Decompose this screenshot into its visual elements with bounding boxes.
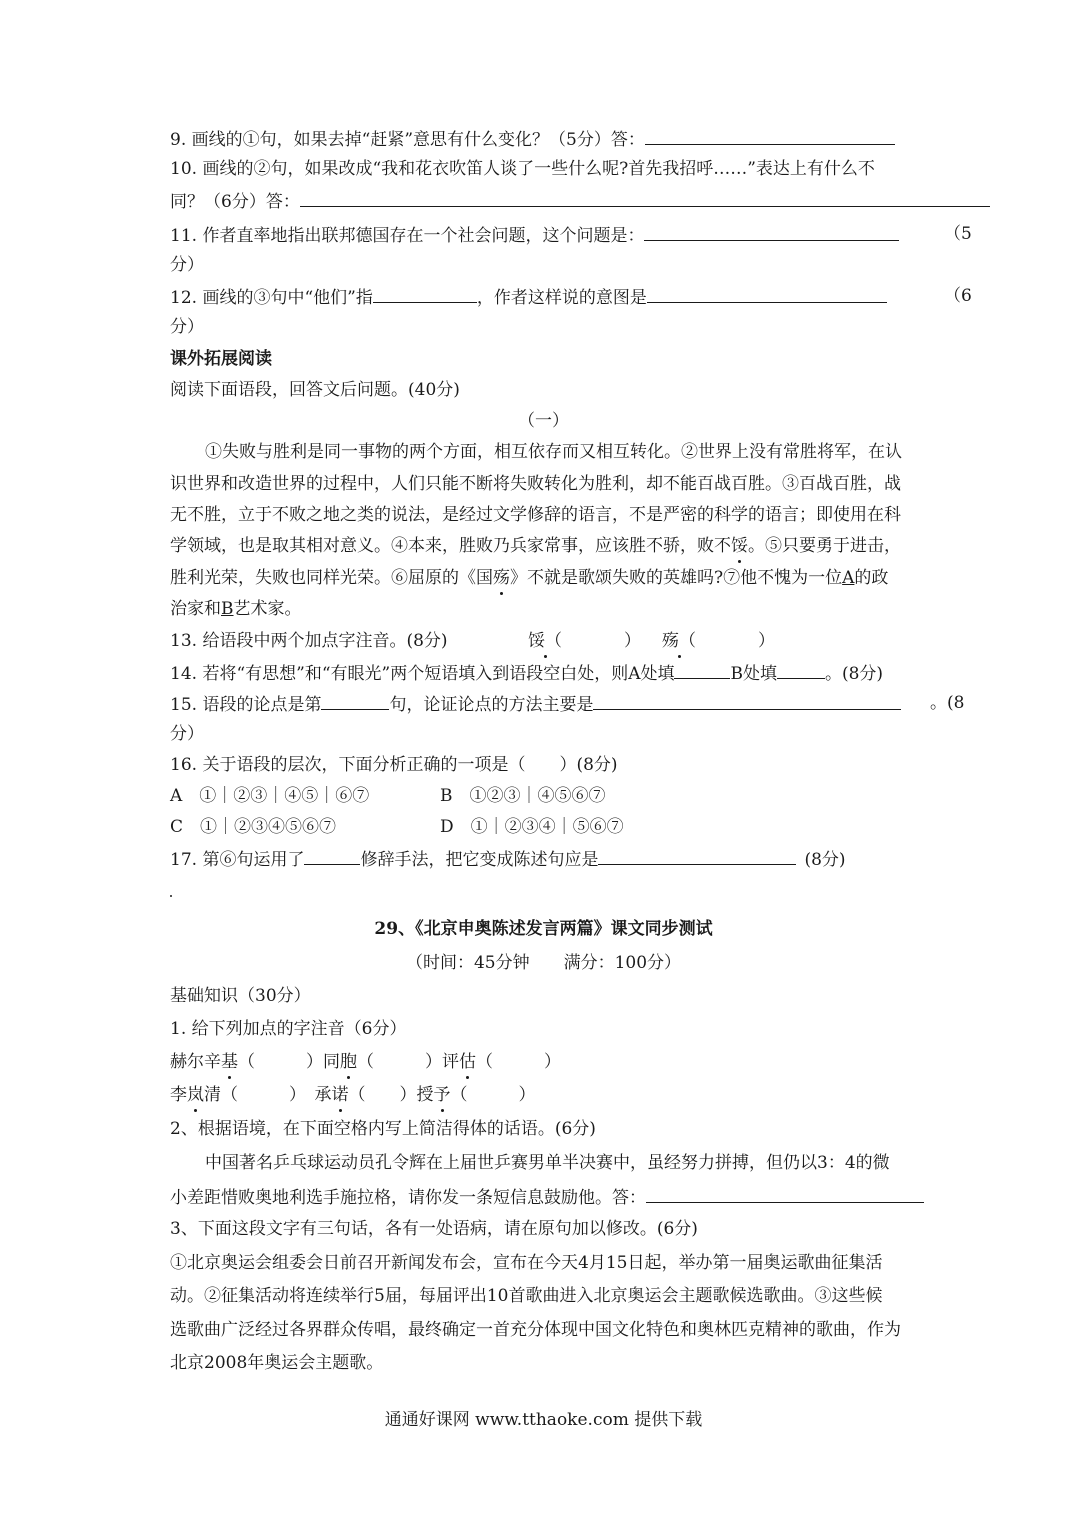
- test-title: 29、《北京申奥陈述发言两篇》课文同步测试: [374, 919, 713, 939]
- passage-text: 治家和: [170, 599, 221, 619]
- question-15-score: 。(8: [930, 693, 965, 713]
- question-3-line: ①北京奥运会组委会日前召开新闻发布会，宣布在今天4月15日起，举办第一届奥运歌曲征集活: [170, 1253, 883, 1273]
- option-d: D ①｜②③④｜⑤⑥⑦: [440, 817, 624, 837]
- question-13-text: 13. 给语段中两个加点字注音。(8分): [170, 631, 448, 651]
- passage-line: [170, 534, 901, 558]
- question-13: [170, 629, 448, 653]
- pinyin-item: [662, 629, 775, 653]
- question-2-line1: 中国著名乒乓球运动员孔令辉在上届世乒赛男单半决赛中，虽经努力拼搏，但仍以3：4的微: [205, 1153, 890, 1173]
- basic-knowledge-heading: 基础知识（30分）: [170, 986, 311, 1006]
- passage-text: 艺术家。: [233, 599, 302, 619]
- question-12-text-2: ，作者这样说的意图是: [476, 288, 647, 308]
- answer-blank: [646, 1184, 924, 1203]
- dotted-char: 予: [433, 1085, 451, 1105]
- question-17: [170, 846, 846, 872]
- question-14-text: 14. 若将“有思想”和“有眼光”两个短语填入到语段空白处，则A处填: [170, 664, 675, 684]
- question-11-score-cont: 分）: [170, 255, 204, 275]
- question-14-text-2: B处填: [730, 664, 777, 684]
- answer-blank: [645, 126, 895, 145]
- passage-title: （一）: [518, 411, 569, 431]
- pinyin-row-1: [170, 1050, 561, 1074]
- question-11: [170, 222, 899, 248]
- dotted-char: 岚: [187, 1085, 204, 1105]
- passage-text: 》不就是歌颂失败的英雄吗?⑦他不愧为一位: [510, 568, 843, 588]
- section-heading: 课外拓展阅读: [170, 349, 272, 369]
- question-12-text: 12. 画线的③句中“他们”指: [170, 288, 373, 308]
- passage-text: 。⑤只要勇于进击，: [748, 536, 901, 556]
- blank-marker-a: A: [842, 568, 855, 588]
- question-3-line: 动。②征集活动将连续举行5届，每届评出10首歌曲进入北京奥运会主题歌候选歌曲。③这些候: [170, 1286, 883, 1306]
- question-10-text: 同？（6分）答：: [170, 192, 300, 212]
- question-16: 16. 关于语段的层次，下面分析正确的一项是（ ）(8分): [170, 755, 618, 775]
- dotted-char: 馁: [731, 536, 748, 556]
- passage-line: ①失败与胜利是同一事物的两个方面，相互依存而又相互转化。②世界上没有常胜将军，在认: [205, 442, 902, 462]
- instruction-text: 阅读下面语段，回答文后问题。(40分): [170, 380, 460, 400]
- question-15-text: 15. 语段的论点是第: [170, 695, 322, 715]
- question-10-line2: [170, 188, 990, 214]
- question-11-score: （5: [944, 224, 972, 244]
- question-14-score: 。(8分): [824, 664, 884, 684]
- pinyin-bracket: ）: [624, 631, 641, 651]
- blank-marker-b: B: [221, 599, 234, 619]
- dotted-char: 殇: [493, 568, 510, 588]
- pinyin-row-2: [170, 1083, 536, 1107]
- question-3: 3、下面这段文字有三句话，各有一处语病，请在原句加以修改。(6分): [170, 1219, 698, 1239]
- option-c: C ①｜②③④⑤⑥⑦: [170, 817, 337, 837]
- question-12-score: （6: [944, 286, 972, 306]
- question-9-text: 9. 画线的①句，如果去掉“赶紧”意思有什么变化？（5分）答：: [170, 130, 645, 150]
- question-3-line: 选歌曲广泛经过各界群众传唱，最终确定一首充分体现中国文化特色和奥林匹克精神的歌曲，作为: [170, 1320, 901, 1340]
- pinyin-text: （ ）评: [357, 1052, 459, 1072]
- test-meta: （时间：45分钟 满分：100分）: [405, 953, 682, 973]
- passage-line: 无不胜，立于不败之地之类的说法，是经过文学修辞的语言，不是严密的科学的语言；即使用在科: [170, 505, 901, 525]
- dotted-char: 基: [221, 1052, 238, 1072]
- answer-blank: [647, 284, 887, 303]
- page-footer: 通通好课网 www.tthaoke.com 提供下载: [384, 1410, 703, 1430]
- answer-blank: [598, 846, 796, 865]
- question-15: [170, 691, 901, 717]
- option-a: A ①｜②③｜④⑤｜⑥⑦: [170, 786, 370, 806]
- dotted-char: 诺: [331, 1085, 349, 1105]
- question-9: [170, 126, 895, 152]
- question-15-score-cont: 分）: [170, 724, 204, 744]
- passage-text: 胜利光荣，失败也同样光荣。⑥屈原的《国: [170, 568, 493, 588]
- pinyin-item: [528, 629, 641, 653]
- scan-artifact: [170, 895, 172, 897]
- passage-text: 学领域，也是取其相对意义。④本来，胜败乃兵家常事，应该胜不骄，败不: [170, 536, 731, 556]
- answer-blank: [644, 222, 899, 241]
- question-3-line: 北京2008年奥运会主题歌。: [170, 1353, 384, 1373]
- question-14: [170, 660, 883, 686]
- question-17-text-2: 修辞手法，把它变成陈述句应是: [360, 850, 599, 870]
- pinyin-char: 殇（: [662, 631, 696, 651]
- question-15-text-2: 句，论证论点的方法主要是: [389, 695, 594, 715]
- answer-blank: [373, 284, 477, 303]
- dotted-char: 估: [459, 1052, 476, 1072]
- question-17-text: 17. 第⑥句运用了: [170, 850, 305, 870]
- question-10-line1: 10. 画线的②句，如果改成“我和花衣吹笛人谈了一些什么呢?首先我招呼……”表达上有什么不: [170, 159, 875, 179]
- answer-blank: [321, 691, 389, 710]
- question-12: [170, 284, 887, 310]
- dotted-char: 胞: [340, 1052, 357, 1072]
- pinyin-text: 赫尔辛: [170, 1052, 221, 1072]
- pinyin-text: （ ）同: [238, 1052, 340, 1072]
- pinyin-text: 清（ ） 承: [204, 1085, 332, 1105]
- pinyin-text: （ ）: [476, 1052, 561, 1072]
- question-11-text: 11. 作者直率地指出联邦德国存在一个社会问题，这个问题是：: [170, 226, 645, 246]
- pinyin-char: 馁（: [528, 631, 562, 651]
- question-12-score-cont: 分）: [170, 317, 204, 337]
- pinyin-bracket: ）: [758, 631, 775, 651]
- answer-blank: [777, 660, 825, 679]
- passage-text: 的政: [854, 568, 889, 588]
- pinyin-text: （ ）: [450, 1085, 536, 1105]
- option-b: B ①②③｜④⑤⑥⑦: [440, 786, 606, 806]
- question-2-line2: [170, 1184, 924, 1210]
- answer-blank: [674, 660, 730, 679]
- question-2-text: 小差距惜败奥地利选手施拉格，请你发一条短信息鼓励他。答：: [170, 1188, 646, 1208]
- answer-blank: [304, 846, 360, 865]
- pinyin-text: 李: [170, 1085, 187, 1105]
- question-2: 2、根据语境，在下面空格内写上简洁得体的话语。(6分): [170, 1119, 596, 1139]
- question-17-score: (8分): [804, 850, 846, 870]
- passage-line: 识世界和改造世界的过程中，人们只能不断将失败转化为胜利，却不能百战百胜。③百战百胜，战: [170, 474, 901, 494]
- pinyin-text: （ ）授: [348, 1085, 434, 1105]
- passage-line: [170, 566, 888, 590]
- answer-blank: [593, 691, 901, 710]
- passage-line: [170, 597, 302, 621]
- answer-blank: [300, 188, 990, 207]
- question-1: 1. 给下列加点的字注音（6分）: [170, 1019, 407, 1039]
